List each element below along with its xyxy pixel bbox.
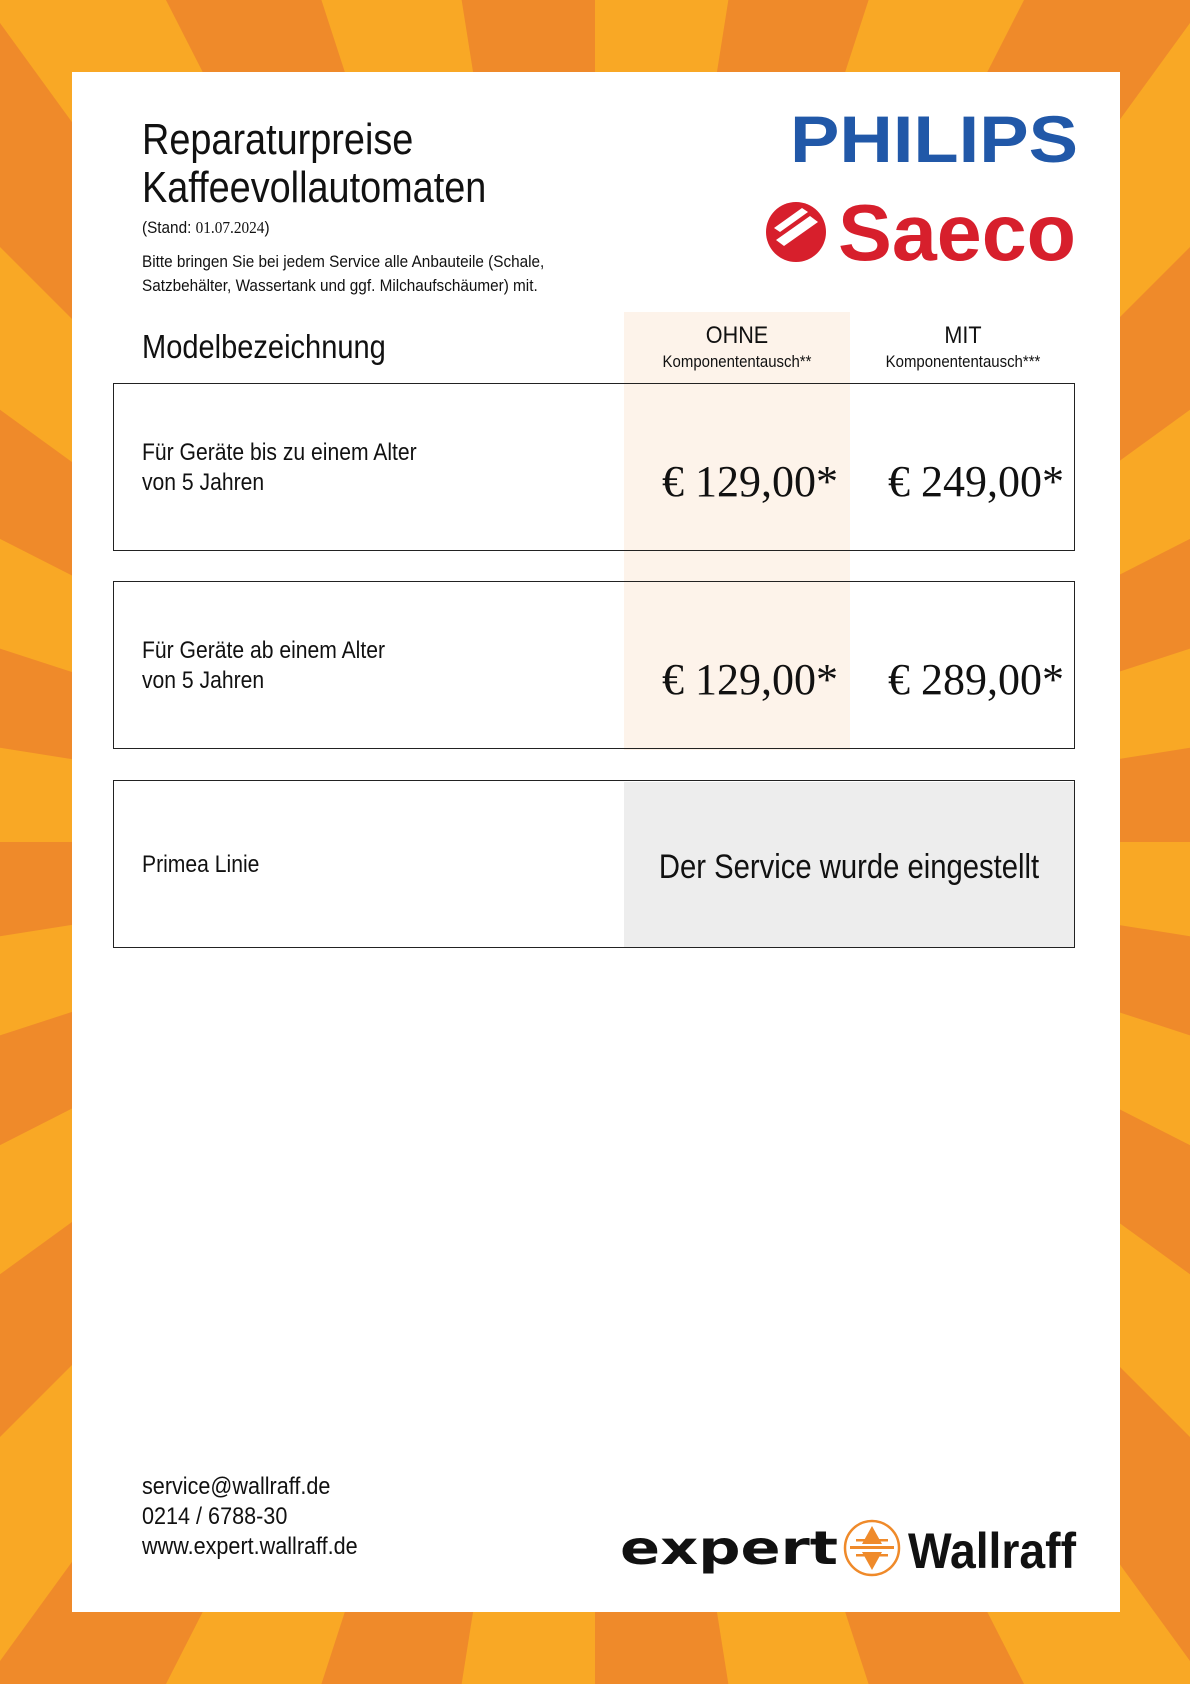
saeco-logo: [762, 190, 1082, 274]
mit-header-main: MIT: [944, 322, 982, 349]
contact-info: [142, 1472, 358, 1562]
mit-column-header: [850, 322, 1076, 374]
contact-email: service@wallraff.de: [142, 1473, 331, 1500]
expert-wallraff-logo: [620, 1512, 1080, 1584]
saeco-emblem-icon: [766, 202, 826, 262]
stand-open: (Stand:: [142, 218, 196, 237]
wallraff-logo-text: Wallraff: [908, 1523, 1077, 1579]
philips-logo-text: PHILIPS: [790, 106, 1078, 170]
row2-label-line1: Für Geräte ab einem Alter: [142, 637, 386, 664]
price-sheet-card: [72, 72, 1120, 1612]
mit-header-sub: Komponententausch***: [885, 352, 1041, 371]
page-title: [142, 116, 486, 212]
ohne-column-header: [624, 322, 850, 374]
ohne-header-main: OHNE: [705, 322, 769, 349]
stand-date: [142, 218, 270, 238]
row1-label-line1: Für Geräte bis zu einem Alter: [142, 439, 417, 466]
row2-price-ohne: € 129,00*: [662, 655, 838, 704]
page-title-line2: Kaffeevollautomaten: [142, 163, 487, 212]
saeco-logo-text: Saeco: [838, 190, 1076, 274]
stand-date-value: 01.07.2024: [195, 218, 265, 237]
row1-label: [142, 438, 417, 498]
contact-website: www.expert.wallraff.de: [142, 1533, 358, 1560]
row1-price-ohne: € 129,00*: [662, 457, 838, 506]
row1-price-mit: € 249,00*: [888, 457, 1064, 506]
row2-label: [142, 636, 385, 696]
service-discontinued-note: Der Service wurde eingestellt: [658, 848, 1040, 886]
row3-label: Primea Linie: [142, 851, 260, 878]
row2-label-line2: von 5 Jahren: [142, 667, 265, 694]
page-title-line1: Reparaturpreise: [142, 115, 414, 164]
model-column-header: Modelbezeichnung: [142, 328, 386, 365]
bring-parts-notice: Bitte bringen Sie bei jedem Service alle Anbauteile (Schale, Satzbehälter, Wassertank und ggf. Milchaufschäumer) mit.: [142, 252, 545, 295]
stand-close: ): [264, 218, 270, 237]
ohne-header-sub: Komponententausch**: [662, 352, 812, 371]
row1-label-line2: von 5 Jahren: [142, 469, 265, 496]
row2-price-mit: € 289,00*: [888, 655, 1064, 704]
contact-phone: 0214 / 6788-30: [142, 1503, 288, 1530]
expert-logo-text: expert: [620, 1521, 838, 1575]
philips-logo: [790, 106, 1080, 170]
expert-star-icon: [845, 1521, 899, 1575]
